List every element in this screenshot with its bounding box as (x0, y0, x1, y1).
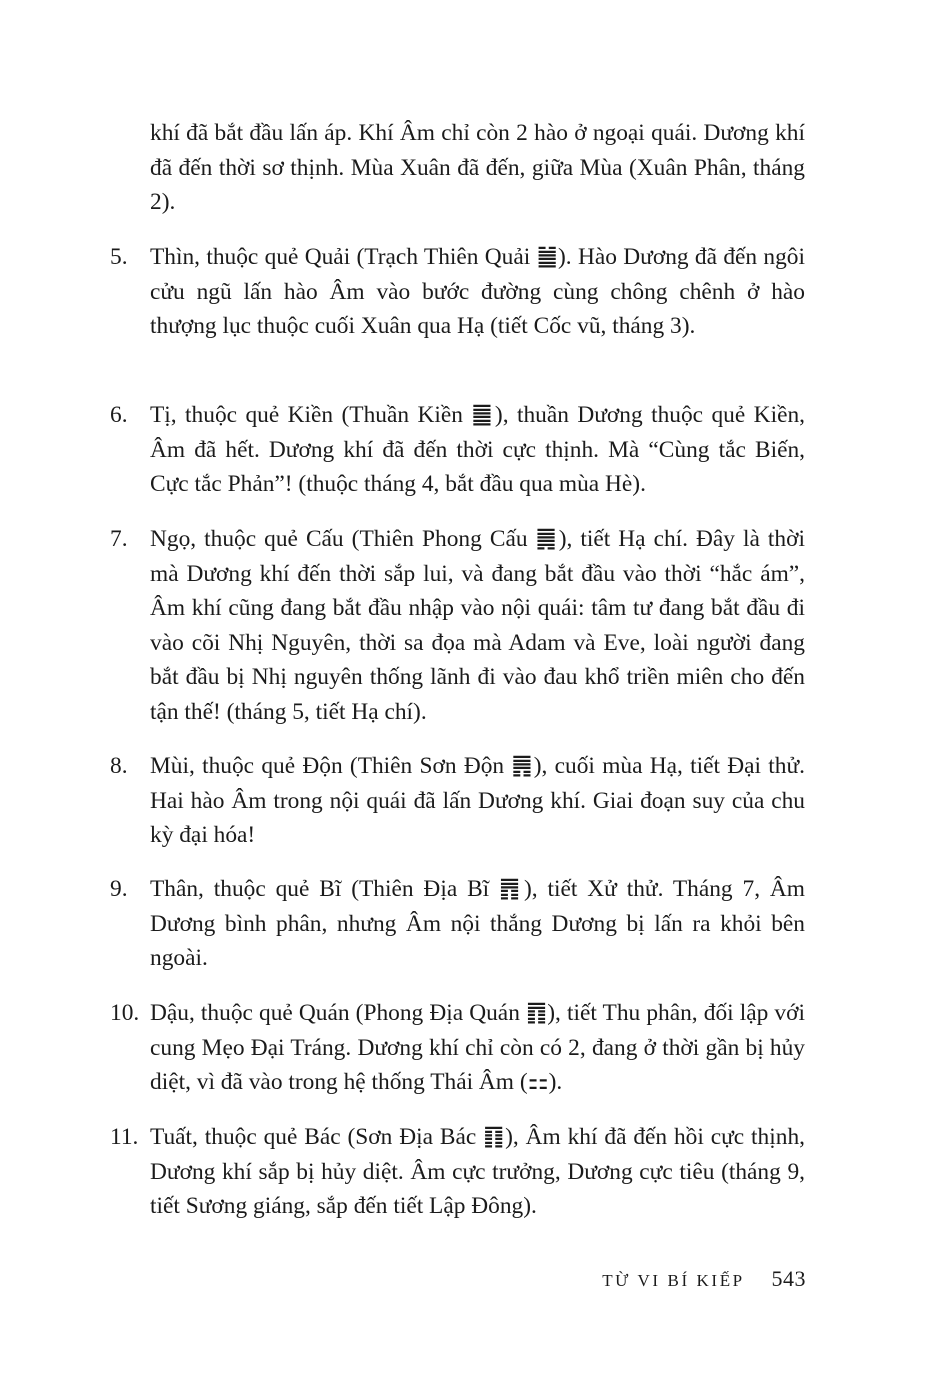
item-text: Thìn, thuộc quẻ Quải (Trạch Thiên Quải ䷪). Hào Dương đã đến ngôi cửu ngũ lấn hào Âm vào bước đường cùng chông chênh ở hào thượng lục thuộc cuối Xuân qua Hạ (tiết Cốc vũ, tháng 3). (150, 244, 805, 339)
page-number: 543 (771, 1266, 806, 1291)
item-text: Thân, thuộc quẻ Bĩ (Thiên Địa Bĩ ䷋), tiết Xử thử. Tháng 7, Âm Dương bình phân, nhưng Âm nội thắng Dương bị lấn ra khỏi bên ngoài. (150, 876, 805, 971)
item-text: Tuất, thuộc quẻ Bác (Sơn Địa Bác ䷖), Âm khí đã đến hồi cực thịnh, Dương khí sắp bị hủy diệt. Âm cực trưởng, Dương cực tiêu (tháng 9, tiết Sương giáng, sắp đến tiết Lập Đông). (150, 1124, 805, 1219)
list-item (110, 749, 805, 853)
item-number: 9. (110, 876, 128, 902)
item-text: Ngọ, thuộc quẻ Cấu (Thiên Phong Cấu ䷫), tiết Hạ chí. Đây là thời mà Dương khí đến thời sắp lui, và đang bắt đầu vào thời “hắc ám”, Âm khí cũng đang bắt đầu nhập vào nội quái: tâm tư đang bắt đầu đi vào cõi Nhị Nguyên, thời sa đọa mà Adam và Eve, loài người đang bắt đầu bị Nhị nguyên thống lãnh đi vào đau khổ triền miên cho đến tận thế! (tháng 5, tiết Hạ chí). (150, 526, 805, 725)
running-title: TỪ VI BÍ KIẾP (602, 1271, 745, 1290)
list-item (110, 1120, 805, 1224)
item-number: 5. (110, 244, 128, 270)
item-number: 7. (110, 526, 128, 552)
list-item (110, 522, 805, 729)
list-item (110, 996, 805, 1100)
intro-paragraph: khí đã bắt đầu lấn áp. Khí Âm chỉ còn 2 hào ở ngoại quái. Dương khí đã đến thời sơ thịnh. Mùa Xuân đã đến, giữa Mùa (Xuân Phân, tháng 2). (150, 120, 805, 215)
item-text: Tị, thuộc quẻ Kiền (Thuần Kiền ䷀), thuần Dương thuộc quẻ Kiền, Âm đã hết. Dương khí đã đến thời cực thịnh. Mà “Cùng tắc Biến, Cực tắc Phản”! (thuộc tháng 4, bắt đầu qua mùa Hè). (150, 402, 805, 497)
list-item (110, 240, 805, 344)
item-text: Mùi, thuộc quẻ Độn (Thiên Sơn Độn ䷠), cuối mùa Hạ, tiết Đại thử. Hai hào Âm trong nội quái đã lấn Dương khí. Giai đoạn suy của chu kỳ đại hóa! (150, 753, 805, 848)
item-text: Dậu, thuộc quẻ Quán (Phong Địa Quán ䷓), tiết Thu phân, đối lập với cung Mẹo Đại Tráng. Dương khí chỉ còn có 2, đang ở thời gần bị hủy diệt, vì đã vào trong hệ thống Thái Âm (⚏). (150, 1000, 805, 1095)
list-item (110, 872, 805, 976)
item-number: 8. (110, 753, 128, 779)
item-number: 10. (110, 1000, 140, 1026)
page-footer (602, 1266, 806, 1294)
item-number: 11. (110, 1124, 139, 1150)
list-item (110, 398, 805, 502)
item-number: 6. (110, 402, 128, 428)
